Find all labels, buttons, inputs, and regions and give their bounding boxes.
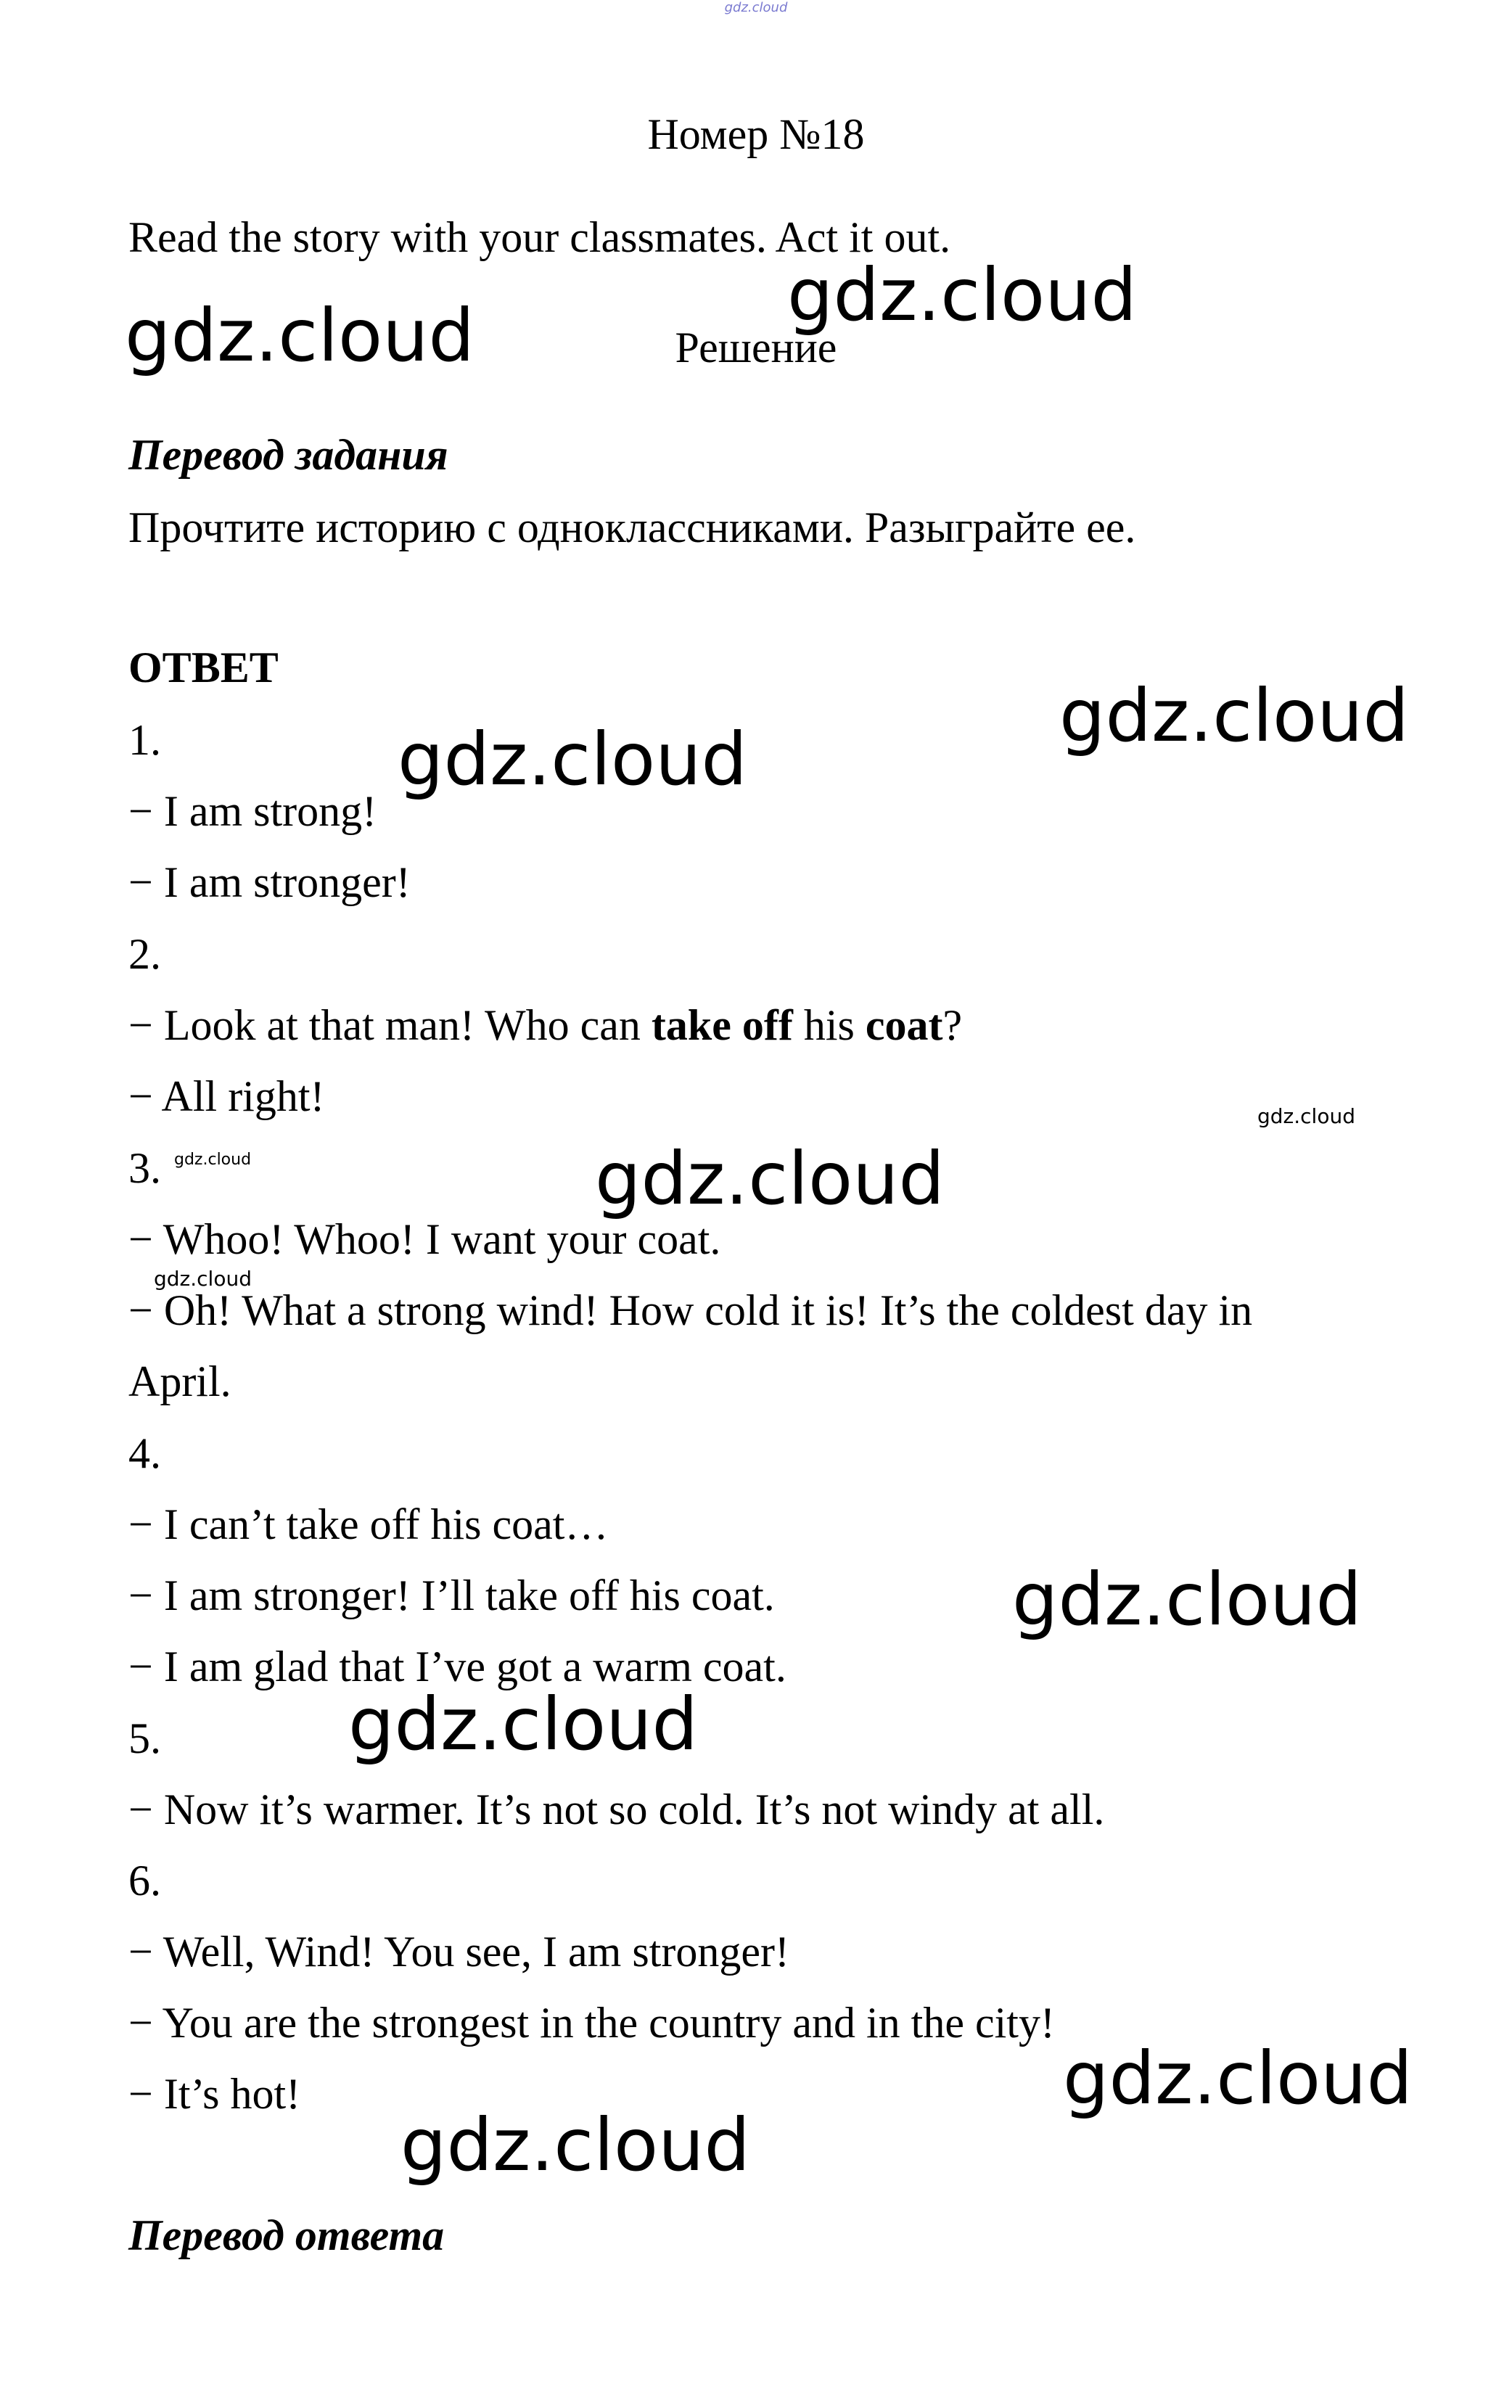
answer-line: − All right! [128,1072,325,1120]
answer-line [128,1000,962,1051]
answer-line: − It’s hot! [128,2070,301,2118]
watermark: gdz.cloud [348,1682,699,1767]
answer-line: − I am strong! [128,787,377,835]
small-watermark: gdz.cloud [154,1267,252,1291]
answer-line: − I am stronger! I’ll take off his coat. [128,1571,775,1619]
watermark: gdz.cloud [400,2103,751,2187]
answer-number-4: 4. [128,1429,161,1477]
bold-phrase-take-off: take off [651,1001,793,1049]
top-watermark: gdz.cloud [724,0,788,15]
answer-line: − I can’t take off his coat… [128,1500,609,1548]
answer-line: − Oh! What a strong wind! How cold it is! It’s the coldest day in [128,1286,1253,1334]
watermark: gdz.cloud [398,717,748,802]
answer-line: − I am stronger! [128,858,411,906]
task-translation-text: Прочтите историю с одноклассниками. Разыграйте ее. [128,504,1136,551]
watermark: gdz.cloud [787,252,1138,337]
answer-line: − Well, Wind! You see, I am stronger! [128,1928,789,1976]
answer-line: − Whoo! Whoo! I want your coat. [128,1215,721,1263]
watermark: gdz.cloud [595,1136,945,1221]
answer-line-text: − Look at that man! Who can [128,1001,652,1049]
answer-number-2: 2. [128,930,161,978]
answer-translation-heading: Перевод ответа [128,2211,445,2259]
small-watermark: gdz.cloud [1257,1104,1355,1128]
task-translation-heading: Перевод задания [128,431,448,479]
small-watermark: gdz.cloud [174,1151,252,1169]
answer-line: − I am glad that I’ve got a warm coat. [128,1643,786,1690]
page-title: Номер №18 [647,110,865,158]
answer-number-3: 3. [128,1144,161,1192]
answer-line: April. [128,1357,231,1405]
answer-heading: ОТВЕТ [128,644,279,691]
answer-line-text: ? [942,1001,963,1049]
solution-label: Решение [675,324,837,371]
watermark: gdz.cloud [1063,2036,1413,2121]
answer-line: − Now it’s warmer. It’s not so cold. It’s not windy at all. [128,1786,1105,1833]
watermark: gdz.cloud [1059,673,1410,758]
answer-number-5: 5. [128,1714,161,1762]
bold-word-coat: coat [865,1001,943,1049]
watermark: gdz.cloud [125,293,475,378]
task-instruction: Read the story with your classmates. Act it out. [128,213,951,261]
answer-number-1: 1. [128,716,161,764]
answer-line-text: his [792,1001,866,1049]
answer-line: − You are the strongest in the country and in the city! [128,1999,1055,2047]
answer-number-6: 6. [128,1857,161,1904]
watermark: gdz.cloud [1012,1557,1363,1642]
